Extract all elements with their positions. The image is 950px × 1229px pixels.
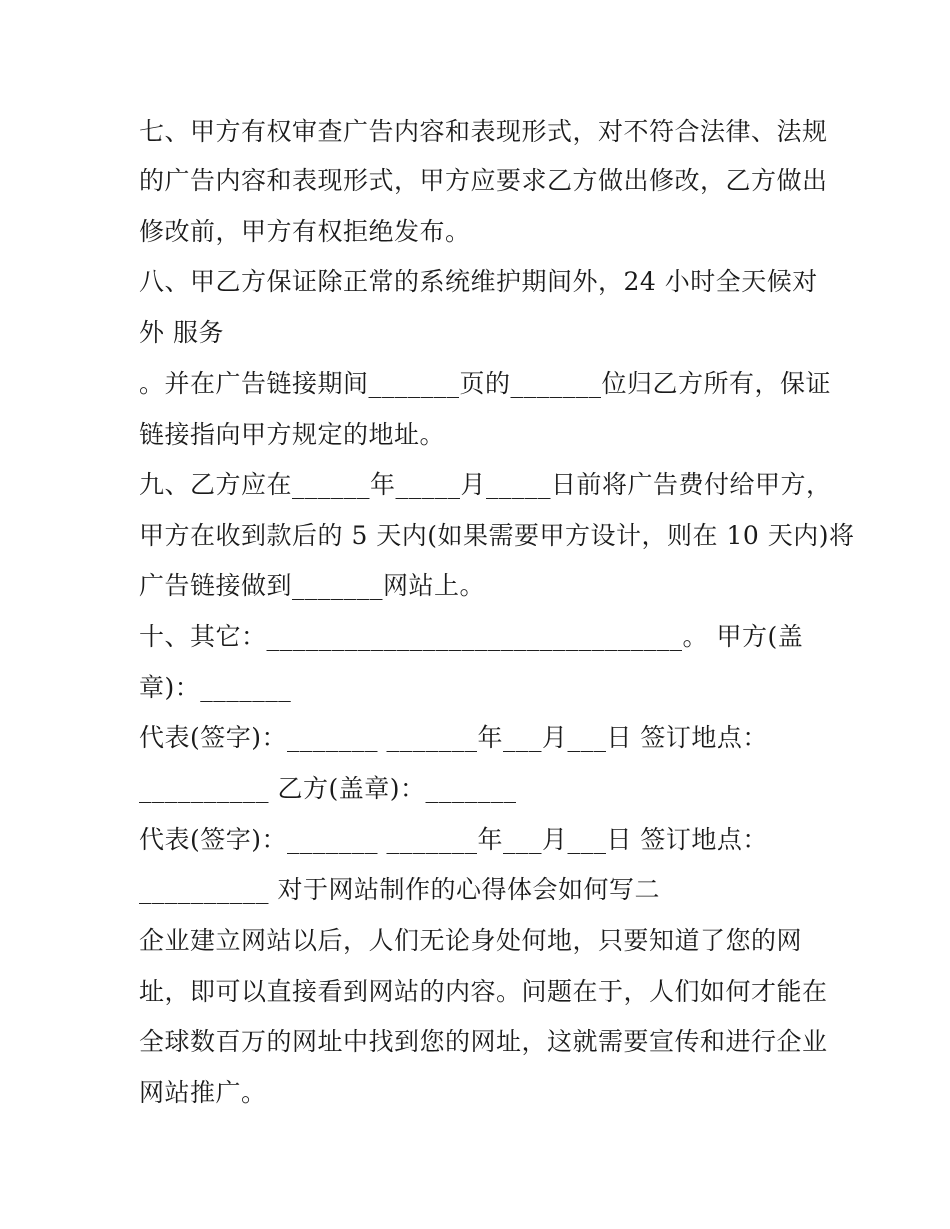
text-line: 修改前，甲方有权拒绝发布。 <box>139 217 471 246</box>
text-line: 十、其它：________________________________。 甲方(盖 <box>139 622 804 651</box>
text-line: 全球数百万的网址中找到您的网址，这就需要宣传和进行企业 <box>139 1027 828 1056</box>
text-line: __________ 乙方(盖章)：_______ <box>139 774 517 803</box>
text-line: 代表(签字)：_______ _______年___月___日 签订地点： <box>139 825 768 854</box>
text-line: 广告链接做到_______网站上。 <box>139 571 486 600</box>
text-line: 八、甲乙方保证除正常的系统维护期间外，24 小时全天候对 <box>139 267 818 296</box>
text-line: 外 服务 <box>139 318 224 347</box>
text-line: 章)：_______ <box>139 673 292 702</box>
text-line: 。并在广告链接期间_______页的_______位归乙方所有，保证 <box>139 369 832 398</box>
text-line: 址，即可以直接看到网站的内容。问题在于，人们如何才能在 <box>139 977 828 1006</box>
text-line: 甲方在收到款后的 5 天内(如果需要甲方设计，则在 10 天内)将 <box>139 521 855 550</box>
text-line: 代表(签字)：_______ _______年___月___日 签订地点： <box>139 723 768 752</box>
text-line: 九、乙方应在______年_____月_____日前将广告费付给甲方， <box>139 470 832 499</box>
text-line: 七、甲方有权审查广告内容和表现形式，对不符合法律、法规 <box>139 117 828 146</box>
text-line: 企业建立网站以后，人们无论身处何地，只要知道了您的网 <box>139 926 803 955</box>
text-line: 链接指向甲方规定的地址。 <box>139 420 446 449</box>
text-line: 的广告内容和表现形式，甲方应要求乙方做出修改，乙方做出 <box>139 166 828 195</box>
text-line: 网站推广。 <box>139 1078 267 1107</box>
text-line: __________ 对于网站制作的心得体会如何写二 <box>139 875 660 904</box>
